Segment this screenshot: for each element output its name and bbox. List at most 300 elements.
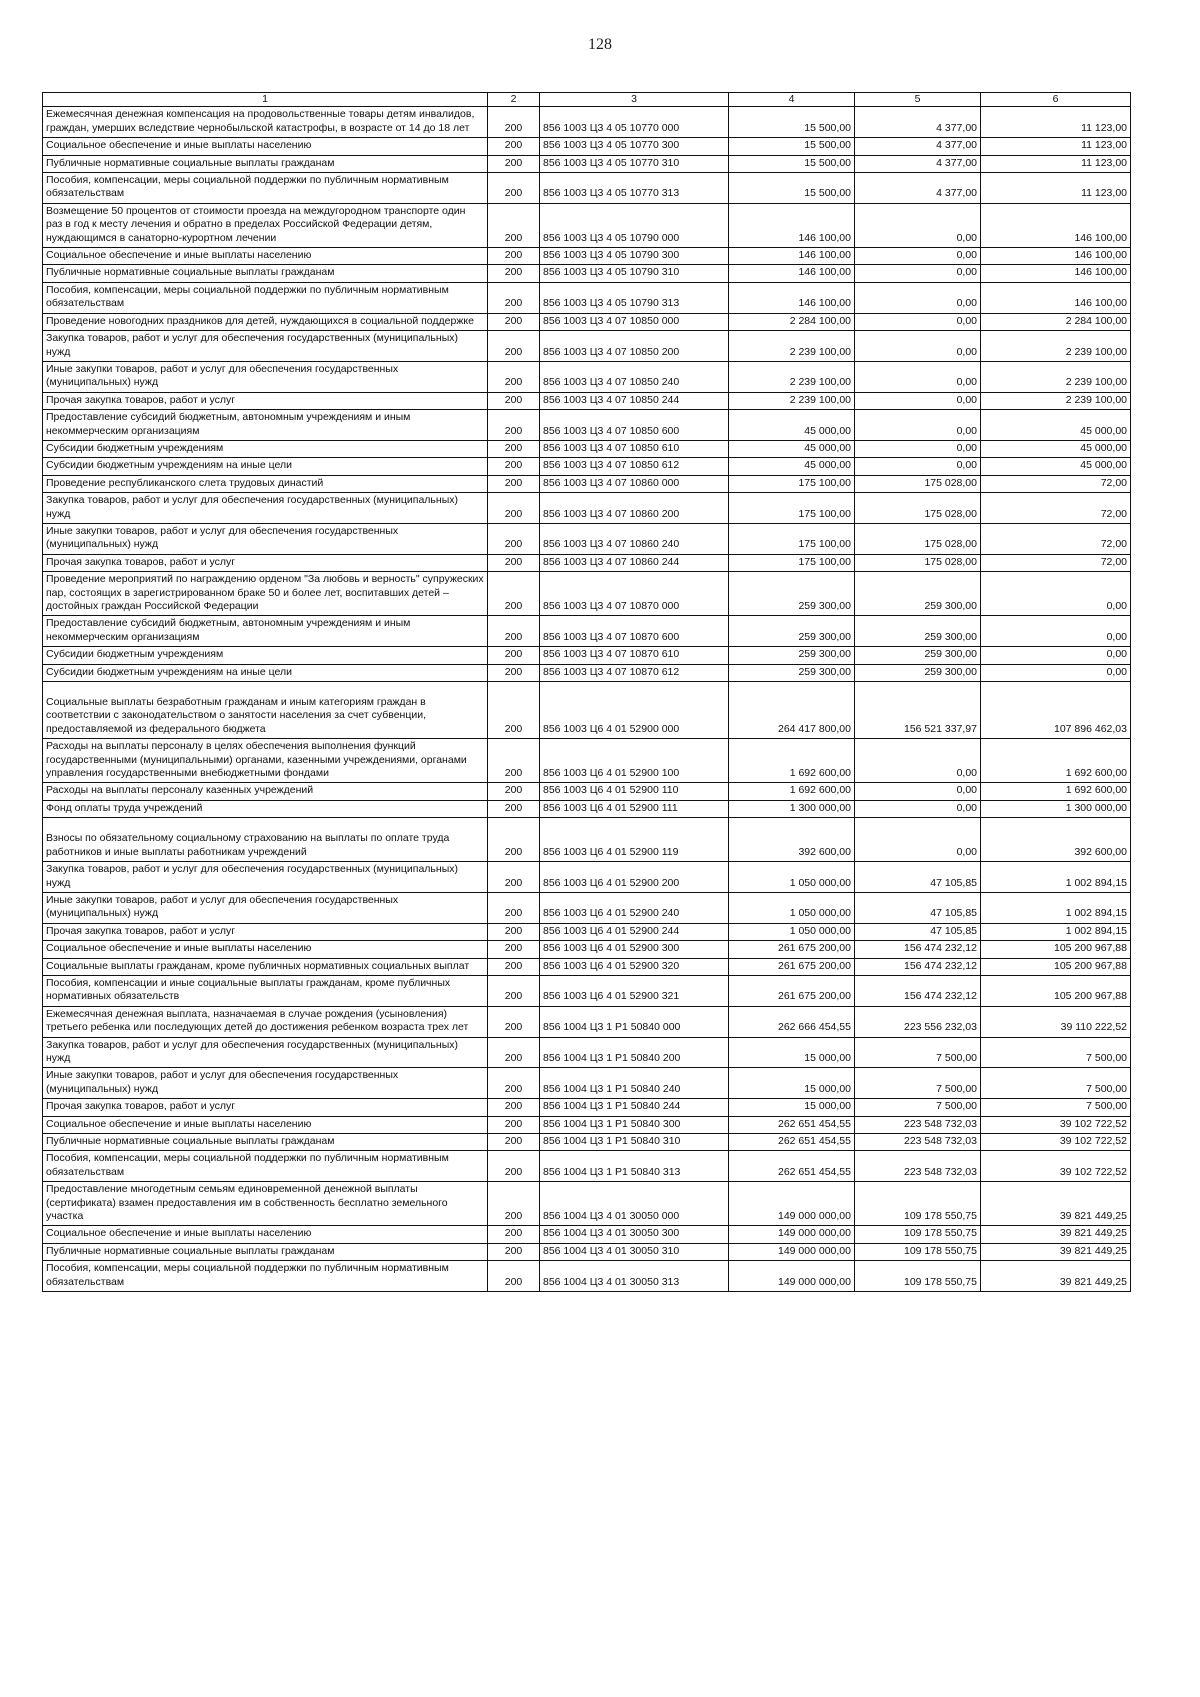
row-planned-cell: 259 300,00 xyxy=(729,572,855,616)
row-executed-cell: 156 521 337,97 xyxy=(855,682,981,739)
row-remaining-cell: 0,00 xyxy=(981,647,1131,664)
row-code-cell: 200 xyxy=(488,554,540,571)
row-name-cell: Социальное обеспечение и иные выплаты населению xyxy=(43,1116,488,1133)
row-kbk-cell: 856 1003 Ц6 4 01 52900 300 xyxy=(540,941,729,958)
row-code-cell: 200 xyxy=(488,173,540,204)
row-kbk-cell: 856 1003 Ц3 4 05 10770 313 xyxy=(540,173,729,204)
row-executed-cell: 259 300,00 xyxy=(855,664,981,681)
table-row xyxy=(43,862,1131,893)
row-executed-cell: 109 178 550,75 xyxy=(855,1261,981,1292)
row-code-cell: 200 xyxy=(488,958,540,975)
row-name-cell: Фонд оплаты труда учреждений xyxy=(43,800,488,817)
row-planned-cell: 175 100,00 xyxy=(729,493,855,524)
row-planned-cell: 45 000,00 xyxy=(729,458,855,475)
row-name-cell: Предоставление субсидий бюджетным, автономным учреждениям и иным некоммерческим организациям xyxy=(43,616,488,647)
row-remaining-cell: 105 200 967,88 xyxy=(981,941,1131,958)
row-executed-cell: 4 377,00 xyxy=(855,155,981,172)
row-code-cell: 200 xyxy=(488,1226,540,1243)
row-code-cell: 200 xyxy=(488,682,540,739)
row-planned-cell: 262 666 454,55 xyxy=(729,1006,855,1037)
row-code-cell: 200 xyxy=(488,923,540,940)
table-row xyxy=(43,647,1131,664)
column-header-2: 2 xyxy=(488,93,540,107)
row-remaining-cell: 39 110 222,52 xyxy=(981,1006,1131,1037)
row-remaining-cell: 11 123,00 xyxy=(981,155,1131,172)
row-executed-cell: 0,00 xyxy=(855,818,981,862)
table-row xyxy=(43,361,1131,392)
row-planned-cell: 149 000 000,00 xyxy=(729,1182,855,1226)
row-code-cell: 200 xyxy=(488,1006,540,1037)
row-kbk-cell: 856 1003 Ц6 4 01 52900 110 xyxy=(540,783,729,800)
row-name-cell: Субсидии бюджетным учреждениям на иные цели xyxy=(43,664,488,681)
row-name-cell: Иные закупки товаров, работ и услуг для обеспечения государственных (муниципальных) нужд xyxy=(43,1068,488,1099)
row-remaining-cell: 11 123,00 xyxy=(981,138,1131,155)
page-number: 128 xyxy=(588,36,612,53)
row-name-cell: Расходы на выплаты персоналу казенных учреждений xyxy=(43,783,488,800)
row-planned-cell: 1 300 000,00 xyxy=(729,800,855,817)
row-executed-cell: 0,00 xyxy=(855,800,981,817)
row-executed-cell: 4 377,00 xyxy=(855,107,981,138)
row-code-cell: 200 xyxy=(488,647,540,664)
row-name-cell: Закупка товаров, работ и услуг для обеспечения государственных (муниципальных) нужд xyxy=(43,493,488,524)
row-executed-cell: 7 500,00 xyxy=(855,1068,981,1099)
row-remaining-cell: 39 102 722,52 xyxy=(981,1116,1131,1133)
row-name-cell: Прочая закупка товаров, работ и услуг xyxy=(43,554,488,571)
row-planned-cell: 15 500,00 xyxy=(729,138,855,155)
row-kbk-cell: 856 1004 Ц3 1 P1 50840 300 xyxy=(540,1116,729,1133)
row-kbk-cell: 856 1003 Ц6 4 01 52900 200 xyxy=(540,862,729,893)
table-row xyxy=(43,1037,1131,1068)
row-kbk-cell: 856 1003 Ц3 4 05 10770 300 xyxy=(540,138,729,155)
row-executed-cell: 223 548 732,03 xyxy=(855,1151,981,1182)
row-planned-cell: 259 300,00 xyxy=(729,647,855,664)
row-code-cell: 200 xyxy=(488,664,540,681)
row-executed-cell: 0,00 xyxy=(855,739,981,783)
row-code-cell: 200 xyxy=(488,361,540,392)
row-remaining-cell: 45 000,00 xyxy=(981,458,1131,475)
row-kbk-cell: 856 1004 Ц3 1 P1 50840 244 xyxy=(540,1099,729,1116)
table-row xyxy=(43,173,1131,204)
row-kbk-cell: 856 1003 Ц3 4 07 10870 612 xyxy=(540,664,729,681)
row-remaining-cell: 0,00 xyxy=(981,572,1131,616)
row-executed-cell: 156 474 232,12 xyxy=(855,958,981,975)
table-row xyxy=(43,1134,1131,1151)
row-code-cell: 200 xyxy=(488,1116,540,1133)
column-header-5: 5 xyxy=(855,93,981,107)
row-planned-cell: 262 651 454,55 xyxy=(729,1116,855,1133)
row-kbk-cell: 856 1004 Ц3 4 01 30050 313 xyxy=(540,1261,729,1292)
row-remaining-cell: 1 300 000,00 xyxy=(981,800,1131,817)
row-code-cell: 200 xyxy=(488,313,540,330)
table-row xyxy=(43,313,1131,330)
row-planned-cell: 262 651 454,55 xyxy=(729,1134,855,1151)
row-kbk-cell: 856 1003 Ц6 4 01 52900 100 xyxy=(540,739,729,783)
row-remaining-cell: 107 896 462,03 xyxy=(981,682,1131,739)
row-executed-cell: 156 474 232,12 xyxy=(855,941,981,958)
row-code-cell: 200 xyxy=(488,475,540,492)
row-remaining-cell: 2 239 100,00 xyxy=(981,331,1131,362)
table-row xyxy=(43,1099,1131,1116)
row-code-cell: 200 xyxy=(488,941,540,958)
row-remaining-cell: 39 821 449,25 xyxy=(981,1226,1131,1243)
row-executed-cell: 175 028,00 xyxy=(855,475,981,492)
row-planned-cell: 1 692 600,00 xyxy=(729,783,855,800)
row-planned-cell: 2 239 100,00 xyxy=(729,361,855,392)
row-executed-cell: 223 548 732,03 xyxy=(855,1116,981,1133)
row-name-cell: Закупка товаров, работ и услуг для обеспечения государственных (муниципальных) нужд xyxy=(43,1037,488,1068)
row-name-cell: Социальные выплаты гражданам, кроме публичных нормативных социальных выплат xyxy=(43,958,488,975)
row-planned-cell: 149 000 000,00 xyxy=(729,1226,855,1243)
table-row xyxy=(43,572,1131,616)
row-name-cell: Пособия, компенсации и иные социальные выплаты гражданам, кроме публичных нормативных обязательств xyxy=(43,975,488,1006)
row-kbk-cell: 856 1004 Ц3 4 01 30050 000 xyxy=(540,1182,729,1226)
table-row xyxy=(43,392,1131,409)
table-row xyxy=(43,1116,1131,1133)
row-name-cell: Пособия, компенсации, меры социальной поддержки по публичным нормативным обязательствам xyxy=(43,173,488,204)
row-code-cell: 200 xyxy=(488,282,540,313)
row-remaining-cell: 146 100,00 xyxy=(981,203,1131,247)
column-header-6: 6 xyxy=(981,93,1131,107)
row-planned-cell: 259 300,00 xyxy=(729,616,855,647)
row-remaining-cell: 39 821 449,25 xyxy=(981,1182,1131,1226)
row-kbk-cell: 856 1003 Ц3 4 07 10860 240 xyxy=(540,523,729,554)
row-kbk-cell: 856 1003 Ц3 4 07 10850 200 xyxy=(540,331,729,362)
row-name-cell: Прочая закупка товаров, работ и услуг xyxy=(43,392,488,409)
table-row xyxy=(43,1151,1131,1182)
row-code-cell: 200 xyxy=(488,458,540,475)
row-kbk-cell: 856 1004 Ц3 1 P1 50840 000 xyxy=(540,1006,729,1037)
row-name-cell: Социальное обеспечение и иные выплаты населению xyxy=(43,138,488,155)
row-remaining-cell: 39 821 449,25 xyxy=(981,1243,1131,1260)
row-executed-cell: 0,00 xyxy=(855,783,981,800)
row-planned-cell: 392 600,00 xyxy=(729,818,855,862)
row-executed-cell: 0,00 xyxy=(855,440,981,457)
row-executed-cell: 109 178 550,75 xyxy=(855,1226,981,1243)
table-row xyxy=(43,1006,1131,1037)
row-remaining-cell: 1 002 894,15 xyxy=(981,892,1131,923)
row-planned-cell: 1 050 000,00 xyxy=(729,892,855,923)
row-kbk-cell: 856 1003 Ц3 4 07 10860 000 xyxy=(540,475,729,492)
row-kbk-cell: 856 1004 Ц3 1 P1 50840 310 xyxy=(540,1134,729,1151)
table-row xyxy=(43,410,1131,441)
column-header-3: 3 xyxy=(540,93,729,107)
row-remaining-cell: 39 102 722,52 xyxy=(981,1151,1131,1182)
table-row xyxy=(43,475,1131,492)
row-planned-cell: 1 050 000,00 xyxy=(729,923,855,940)
table-row xyxy=(43,1243,1131,1260)
table-row xyxy=(43,800,1131,817)
row-remaining-cell: 72,00 xyxy=(981,493,1131,524)
table-row xyxy=(43,892,1131,923)
row-planned-cell: 259 300,00 xyxy=(729,664,855,681)
row-remaining-cell: 0,00 xyxy=(981,664,1131,681)
row-kbk-cell: 856 1004 Ц3 1 P1 50840 240 xyxy=(540,1068,729,1099)
row-planned-cell: 146 100,00 xyxy=(729,203,855,247)
row-kbk-cell: 856 1003 Ц3 4 05 10790 000 xyxy=(540,203,729,247)
table-row xyxy=(43,923,1131,940)
budget-execution-table xyxy=(42,92,1131,1292)
row-name-cell: Социальные выплаты безработным гражданам и иным категориям граждан в соответствии с законодательством о занятости населения за счет субвенции, предоставляемой из федерального бюджета xyxy=(43,682,488,739)
table-row xyxy=(43,616,1131,647)
row-executed-cell: 0,00 xyxy=(855,203,981,247)
row-executed-cell: 175 028,00 xyxy=(855,493,981,524)
row-remaining-cell: 45 000,00 xyxy=(981,410,1131,441)
row-planned-cell: 146 100,00 xyxy=(729,265,855,282)
row-planned-cell: 45 000,00 xyxy=(729,440,855,457)
row-name-cell: Социальное обеспечение и иные выплаты населению xyxy=(43,941,488,958)
row-planned-cell: 175 100,00 xyxy=(729,554,855,571)
table-row xyxy=(43,1182,1131,1226)
table-row xyxy=(43,440,1131,457)
row-name-cell: Иные закупки товаров, работ и услуг для обеспечения государственных (муниципальных) нужд xyxy=(43,523,488,554)
row-kbk-cell: 856 1004 Ц3 1 P1 50840 313 xyxy=(540,1151,729,1182)
row-name-cell: Ежемесячная денежная выплата, назначаемая в случае рождения (усыновления) третьего ребенка или последующих детей до достижения ребенком возраста трех лет xyxy=(43,1006,488,1037)
row-executed-cell: 47 105,85 xyxy=(855,892,981,923)
row-executed-cell: 0,00 xyxy=(855,410,981,441)
row-remaining-cell: 45 000,00 xyxy=(981,440,1131,457)
row-name-cell: Взносы по обязательному социальному страхованию на выплаты по оплате труда работников и иные выплаты работникам учреждений xyxy=(43,818,488,862)
row-kbk-cell: 856 1003 Ц6 4 01 52900 244 xyxy=(540,923,729,940)
table-row xyxy=(43,975,1131,1006)
table-row xyxy=(43,941,1131,958)
row-planned-cell: 264 417 800,00 xyxy=(729,682,855,739)
table-row xyxy=(43,958,1131,975)
row-planned-cell: 2 239 100,00 xyxy=(729,331,855,362)
row-planned-cell: 2 284 100,00 xyxy=(729,313,855,330)
row-name-cell: Иные закупки товаров, работ и услуг для обеспечения государственных (муниципальных) нужд xyxy=(43,361,488,392)
row-kbk-cell: 856 1003 Ц6 4 01 52900 321 xyxy=(540,975,729,1006)
column-header-1: 1 xyxy=(43,93,488,107)
row-remaining-cell: 1 692 600,00 xyxy=(981,783,1131,800)
row-remaining-cell: 7 500,00 xyxy=(981,1068,1131,1099)
row-remaining-cell: 1 692 600,00 xyxy=(981,739,1131,783)
row-code-cell: 200 xyxy=(488,493,540,524)
row-executed-cell: 47 105,85 xyxy=(855,862,981,893)
row-name-cell: Публичные нормативные социальные выплаты гражданам xyxy=(43,265,488,282)
table-row xyxy=(43,1261,1131,1292)
row-code-cell: 200 xyxy=(488,410,540,441)
row-remaining-cell: 72,00 xyxy=(981,523,1131,554)
row-kbk-cell: 856 1003 Ц3 4 05 10770 000 xyxy=(540,107,729,138)
table-row xyxy=(43,1226,1131,1243)
row-kbk-cell: 856 1004 Ц3 1 P1 50840 200 xyxy=(540,1037,729,1068)
row-planned-cell: 45 000,00 xyxy=(729,410,855,441)
row-kbk-cell: 856 1003 Ц3 4 07 10860 244 xyxy=(540,554,729,571)
row-executed-cell: 175 028,00 xyxy=(855,554,981,571)
row-executed-cell: 0,00 xyxy=(855,331,981,362)
row-code-cell: 200 xyxy=(488,248,540,265)
row-name-cell: Предоставление субсидий бюджетным, автономным учреждениям и иным некоммерческим организациям xyxy=(43,410,488,441)
row-name-cell: Прочая закупка товаров, работ и услуг xyxy=(43,1099,488,1116)
table-row xyxy=(43,265,1131,282)
row-code-cell: 200 xyxy=(488,783,540,800)
table-row xyxy=(43,739,1131,783)
row-name-cell: Пособия, компенсации, меры социальной поддержки по публичным нормативным обязательствам xyxy=(43,282,488,313)
row-name-cell: Публичные нормативные социальные выплаты гражданам xyxy=(43,1243,488,1260)
row-remaining-cell: 39 102 722,52 xyxy=(981,1134,1131,1151)
table-row xyxy=(43,138,1131,155)
row-code-cell: 200 xyxy=(488,862,540,893)
row-name-cell: Закупка товаров, работ и услуг для обеспечения государственных (муниципальных) нужд xyxy=(43,331,488,362)
row-remaining-cell: 146 100,00 xyxy=(981,248,1131,265)
row-code-cell: 200 xyxy=(488,392,540,409)
row-executed-cell: 175 028,00 xyxy=(855,523,981,554)
row-code-cell: 200 xyxy=(488,892,540,923)
row-code-cell: 200 xyxy=(488,138,540,155)
row-kbk-cell: 856 1003 Ц3 4 05 10790 300 xyxy=(540,248,729,265)
row-executed-cell: 0,00 xyxy=(855,248,981,265)
row-executed-cell: 259 300,00 xyxy=(855,572,981,616)
row-kbk-cell: 856 1003 Ц3 4 05 10790 310 xyxy=(540,265,729,282)
row-code-cell: 200 xyxy=(488,800,540,817)
row-planned-cell: 15 500,00 xyxy=(729,107,855,138)
row-code-cell: 200 xyxy=(488,975,540,1006)
row-name-cell: Пособия, компенсации, меры социальной поддержки по публичным нормативным обязательствам xyxy=(43,1151,488,1182)
row-planned-cell: 146 100,00 xyxy=(729,282,855,313)
table-row xyxy=(43,282,1131,313)
row-remaining-cell: 105 200 967,88 xyxy=(981,958,1131,975)
row-planned-cell: 146 100,00 xyxy=(729,248,855,265)
row-planned-cell: 15 000,00 xyxy=(729,1068,855,1099)
row-planned-cell: 15 500,00 xyxy=(729,173,855,204)
row-remaining-cell: 72,00 xyxy=(981,475,1131,492)
row-planned-cell: 1 050 000,00 xyxy=(729,862,855,893)
row-kbk-cell: 856 1003 Ц3 4 05 10790 313 xyxy=(540,282,729,313)
row-remaining-cell: 146 100,00 xyxy=(981,282,1131,313)
row-planned-cell: 1 692 600,00 xyxy=(729,739,855,783)
table-row xyxy=(43,248,1131,265)
row-name-cell: Закупка товаров, работ и услуг для обеспечения государственных (муниципальных) нужд xyxy=(43,862,488,893)
row-kbk-cell: 856 1004 Ц3 4 01 30050 300 xyxy=(540,1226,729,1243)
row-code-cell: 200 xyxy=(488,203,540,247)
row-code-cell: 200 xyxy=(488,155,540,172)
row-code-cell: 200 xyxy=(488,523,540,554)
row-kbk-cell: 856 1003 Ц3 4 07 10850 000 xyxy=(540,313,729,330)
row-executed-cell: 47 105,85 xyxy=(855,923,981,940)
row-code-cell: 200 xyxy=(488,1151,540,1182)
row-remaining-cell: 11 123,00 xyxy=(981,107,1131,138)
row-code-cell: 200 xyxy=(488,1134,540,1151)
row-kbk-cell: 856 1003 Ц6 4 01 52900 119 xyxy=(540,818,729,862)
row-name-cell: Субсидии бюджетным учреждениям xyxy=(43,647,488,664)
row-planned-cell: 149 000 000,00 xyxy=(729,1261,855,1292)
row-kbk-cell: 856 1003 Ц3 4 07 10850 612 xyxy=(540,458,729,475)
row-code-cell: 200 xyxy=(488,1261,540,1292)
row-name-cell: Проведение новогодних праздников для детей, нуждающихся в социальной поддержке xyxy=(43,313,488,330)
row-code-cell: 200 xyxy=(488,331,540,362)
row-code-cell: 200 xyxy=(488,1037,540,1068)
row-executed-cell: 4 377,00 xyxy=(855,138,981,155)
table-row xyxy=(43,523,1131,554)
row-remaining-cell: 1 002 894,15 xyxy=(981,923,1131,940)
row-remaining-cell: 105 200 967,88 xyxy=(981,975,1131,1006)
row-remaining-cell: 392 600,00 xyxy=(981,818,1131,862)
row-kbk-cell: 856 1003 Ц3 4 07 10870 610 xyxy=(540,647,729,664)
row-planned-cell: 261 675 200,00 xyxy=(729,975,855,1006)
row-executed-cell: 7 500,00 xyxy=(855,1099,981,1116)
row-planned-cell: 15 500,00 xyxy=(729,155,855,172)
row-executed-cell: 0,00 xyxy=(855,282,981,313)
row-code-cell: 200 xyxy=(488,265,540,282)
row-executed-cell: 0,00 xyxy=(855,313,981,330)
table-row xyxy=(43,1068,1131,1099)
row-kbk-cell: 856 1003 Ц6 4 01 52900 240 xyxy=(540,892,729,923)
row-name-cell: Социальное обеспечение и иные выплаты населению xyxy=(43,248,488,265)
row-executed-cell: 156 474 232,12 xyxy=(855,975,981,1006)
row-kbk-cell: 856 1003 Ц3 4 07 10850 600 xyxy=(540,410,729,441)
table-row xyxy=(43,493,1131,524)
row-name-cell: Проведение мероприятий по награждению орденом "За любовь и верность" супружеских пар, состоящих в зарегистрированном браке 50 и более лет, воспитавших детей – достойных граждан Российской Федерации xyxy=(43,572,488,616)
row-code-cell: 200 xyxy=(488,1068,540,1099)
row-name-cell: Проведение республиканского слета трудовых династий xyxy=(43,475,488,492)
row-code-cell: 200 xyxy=(488,818,540,862)
table-row xyxy=(43,155,1131,172)
table-row xyxy=(43,554,1131,571)
row-executed-cell: 0,00 xyxy=(855,392,981,409)
table-row xyxy=(43,682,1131,739)
column-number-row xyxy=(43,93,1131,107)
row-code-cell: 200 xyxy=(488,1099,540,1116)
row-remaining-cell: 39 821 449,25 xyxy=(981,1261,1131,1292)
column-header-4: 4 xyxy=(729,93,855,107)
row-planned-cell: 149 000 000,00 xyxy=(729,1243,855,1260)
row-name-cell: Расходы на выплаты персоналу в целях обеспечения выполнения функций государственными (муниципальными) органами, казенными учреждениями, органами управления государственными внебюджетными фондами xyxy=(43,739,488,783)
row-name-cell: Иные закупки товаров, работ и услуг для обеспечения государственных (муниципальных) нужд xyxy=(43,892,488,923)
row-kbk-cell: 856 1003 Ц3 4 07 10870 600 xyxy=(540,616,729,647)
row-executed-cell: 109 178 550,75 xyxy=(855,1243,981,1260)
row-remaining-cell: 1 002 894,15 xyxy=(981,862,1131,893)
row-kbk-cell: 856 1003 Ц6 4 01 52900 320 xyxy=(540,958,729,975)
row-kbk-cell: 856 1003 Ц3 4 07 10850 244 xyxy=(540,392,729,409)
row-executed-cell: 109 178 550,75 xyxy=(855,1182,981,1226)
row-name-cell: Субсидии бюджетным учреждениям на иные цели xyxy=(43,458,488,475)
row-executed-cell: 259 300,00 xyxy=(855,616,981,647)
row-kbk-cell: 856 1003 Ц6 4 01 52900 111 xyxy=(540,800,729,817)
row-executed-cell: 223 556 232,03 xyxy=(855,1006,981,1037)
row-remaining-cell: 7 500,00 xyxy=(981,1037,1131,1068)
row-name-cell: Субсидии бюджетным учреждениям xyxy=(43,440,488,457)
row-kbk-cell: 856 1003 Ц6 4 01 52900 000 xyxy=(540,682,729,739)
table-row xyxy=(43,783,1131,800)
row-remaining-cell: 0,00 xyxy=(981,616,1131,647)
row-name-cell: Предоставление многодетным семьям единовременной денежной выплаты (сертификата) взамен предоставления им в собственность бесплатно земельного участка xyxy=(43,1182,488,1226)
row-code-cell: 200 xyxy=(488,739,540,783)
table-row xyxy=(43,331,1131,362)
table-row xyxy=(43,458,1131,475)
row-code-cell: 200 xyxy=(488,1243,540,1260)
row-kbk-cell: 856 1003 Ц3 4 07 10850 610 xyxy=(540,440,729,457)
table-row xyxy=(43,203,1131,247)
row-planned-cell: 262 651 454,55 xyxy=(729,1151,855,1182)
row-code-cell: 200 xyxy=(488,440,540,457)
table-row xyxy=(43,107,1131,138)
row-kbk-cell: 856 1003 Ц3 4 07 10870 000 xyxy=(540,572,729,616)
row-code-cell: 200 xyxy=(488,572,540,616)
row-executed-cell: 0,00 xyxy=(855,361,981,392)
row-remaining-cell: 146 100,00 xyxy=(981,265,1131,282)
row-remaining-cell: 72,00 xyxy=(981,554,1131,571)
row-name-cell: Публичные нормативные социальные выплаты гражданам xyxy=(43,1134,488,1151)
row-kbk-cell: 856 1003 Ц3 4 07 10850 240 xyxy=(540,361,729,392)
row-planned-cell: 175 100,00 xyxy=(729,475,855,492)
row-name-cell: Ежемесячная денежная компенсация на продовольственные товары детям инвалидов, граждан, умерших вследствие чернобыльской катастрофы, в возрасте от 14 до 18 лет xyxy=(43,107,488,138)
row-name-cell: Возмещение 50 процентов от стоимости проезда на междугородном транспорте один раз в год к месту лечения и обратно в пределах Российской Федерации детям, нуждающимся в санаторно-курортном лечении xyxy=(43,203,488,247)
row-remaining-cell: 7 500,00 xyxy=(981,1099,1131,1116)
row-planned-cell: 15 000,00 xyxy=(729,1037,855,1068)
row-code-cell: 200 xyxy=(488,107,540,138)
row-remaining-cell: 2 284 100,00 xyxy=(981,313,1131,330)
row-planned-cell: 261 675 200,00 xyxy=(729,958,855,975)
